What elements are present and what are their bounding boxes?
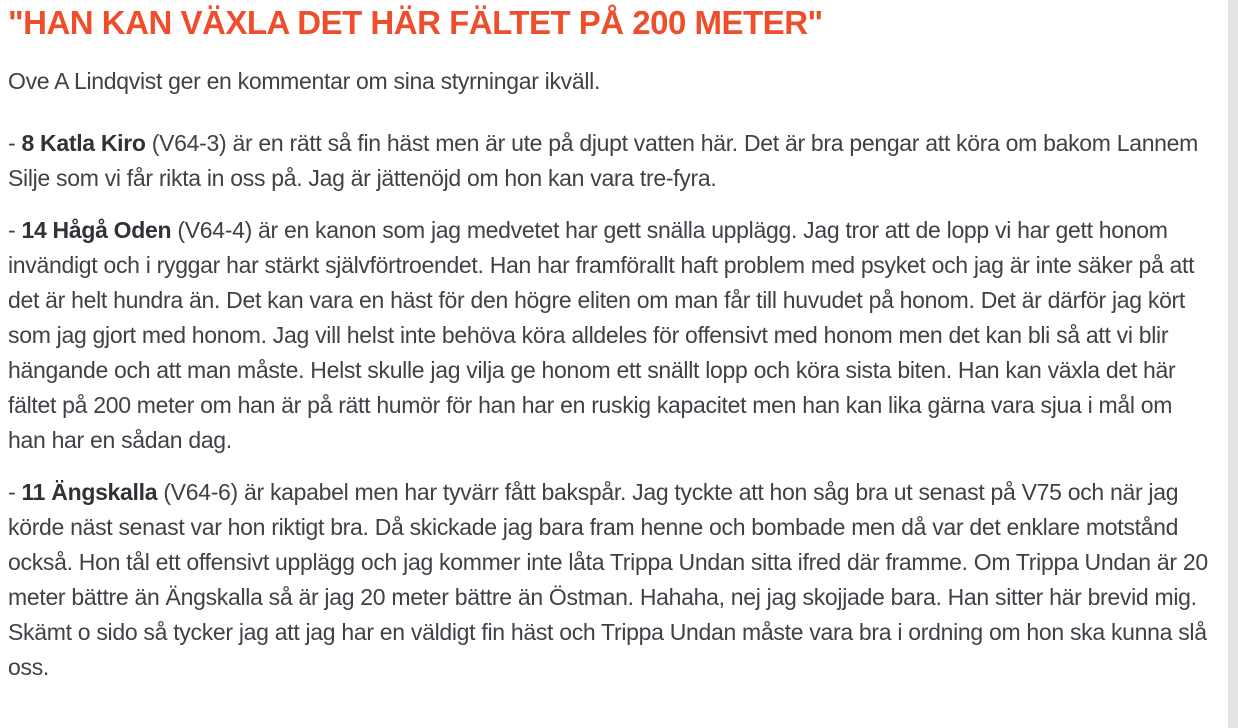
dash-prefix: -: [8, 217, 16, 243]
dash-prefix: -: [8, 479, 16, 505]
comment-text: är en rätt så fin häst men är ute på djupt vatten här. Det är bra pengar att köra om bakom Lannem Silje som vi får rikta in oss på. Jag är jättenöjd om hon kan vara tre-fyra.: [8, 130, 1199, 191]
horse-name: 14 Hågå Oden: [21, 217, 172, 243]
comment-text: är en kanon som jag medvetet har gett snälla upplägg. Jag tror att de lopp vi har gett honom invändigt och i ryggar har stärkt självförtroendet. Han har framförallt haft problem med psyket och jag är inte säker på att det är helt hundra än. Det kan vara en häst för den högre eliten om man får till huvudet på honom. Det är därför jag kört som jag gjort med honom. Jag vill helst inte behöva köra alldeles för offensivt med honom men det kan bli så att vi blir hängande och att man måste. Helst skulle jag vilja ge honom ett snällt lopp och köra sista biten. Han kan växla det här fältet på 200 meter om han är på rätt humör för han har en ruskig kapacitet men han kan lika gärna vara sjua i mål om han har en sådan dag.: [8, 217, 1195, 453]
horse-comment-paragraph: [8, 126, 1212, 196]
article: [8, 4, 1212, 685]
dash-prefix: -: [8, 130, 16, 156]
horse-comment-paragraph: [8, 213, 1212, 458]
comment-text: är kapabel men har tyvärr fått bakspår. Jag tyckte att hon såg bra ut senast på V75 och när jag körde näst senast var hon riktigt bra. Då skickade jag bara fram henne och bombade men då var det enklare motstånd också. Hon tål ett offensivt upplägg och jag kommer inte låta Trippa Undan sitta ifred där framme. Om Trippa Undan är 20 meter bättre än Ängskalla så är jag 20 meter bättre än Östman. Hahaha, nej jag skojjade bara. Han sitter här brevid mig. Skämt o sido så tycker jag att jag har en väldigt fin häst och Trippa Undan måste vara bra i ordning om hon ska kunna slå oss.: [8, 479, 1208, 680]
article-lead: Ove A Lindqvist ger en kommentar om sina styrningar ikväll.: [8, 68, 601, 94]
horse-name: 8 Katla Kiro: [21, 130, 146, 156]
horse-name: 11 Ängskalla: [21, 479, 158, 505]
horse-comment-paragraph: [8, 475, 1212, 685]
race-tag: (V64-6): [163, 479, 238, 505]
race-tag: (V64-4): [177, 217, 252, 243]
article-headline: "HAN KAN VÄXLA DET HÄR FÄLTET PÅ 200 METER": [8, 4, 823, 41]
scrollbar-track[interactable]: [1228, 0, 1238, 728]
race-tag: (V64-3): [151, 130, 227, 156]
